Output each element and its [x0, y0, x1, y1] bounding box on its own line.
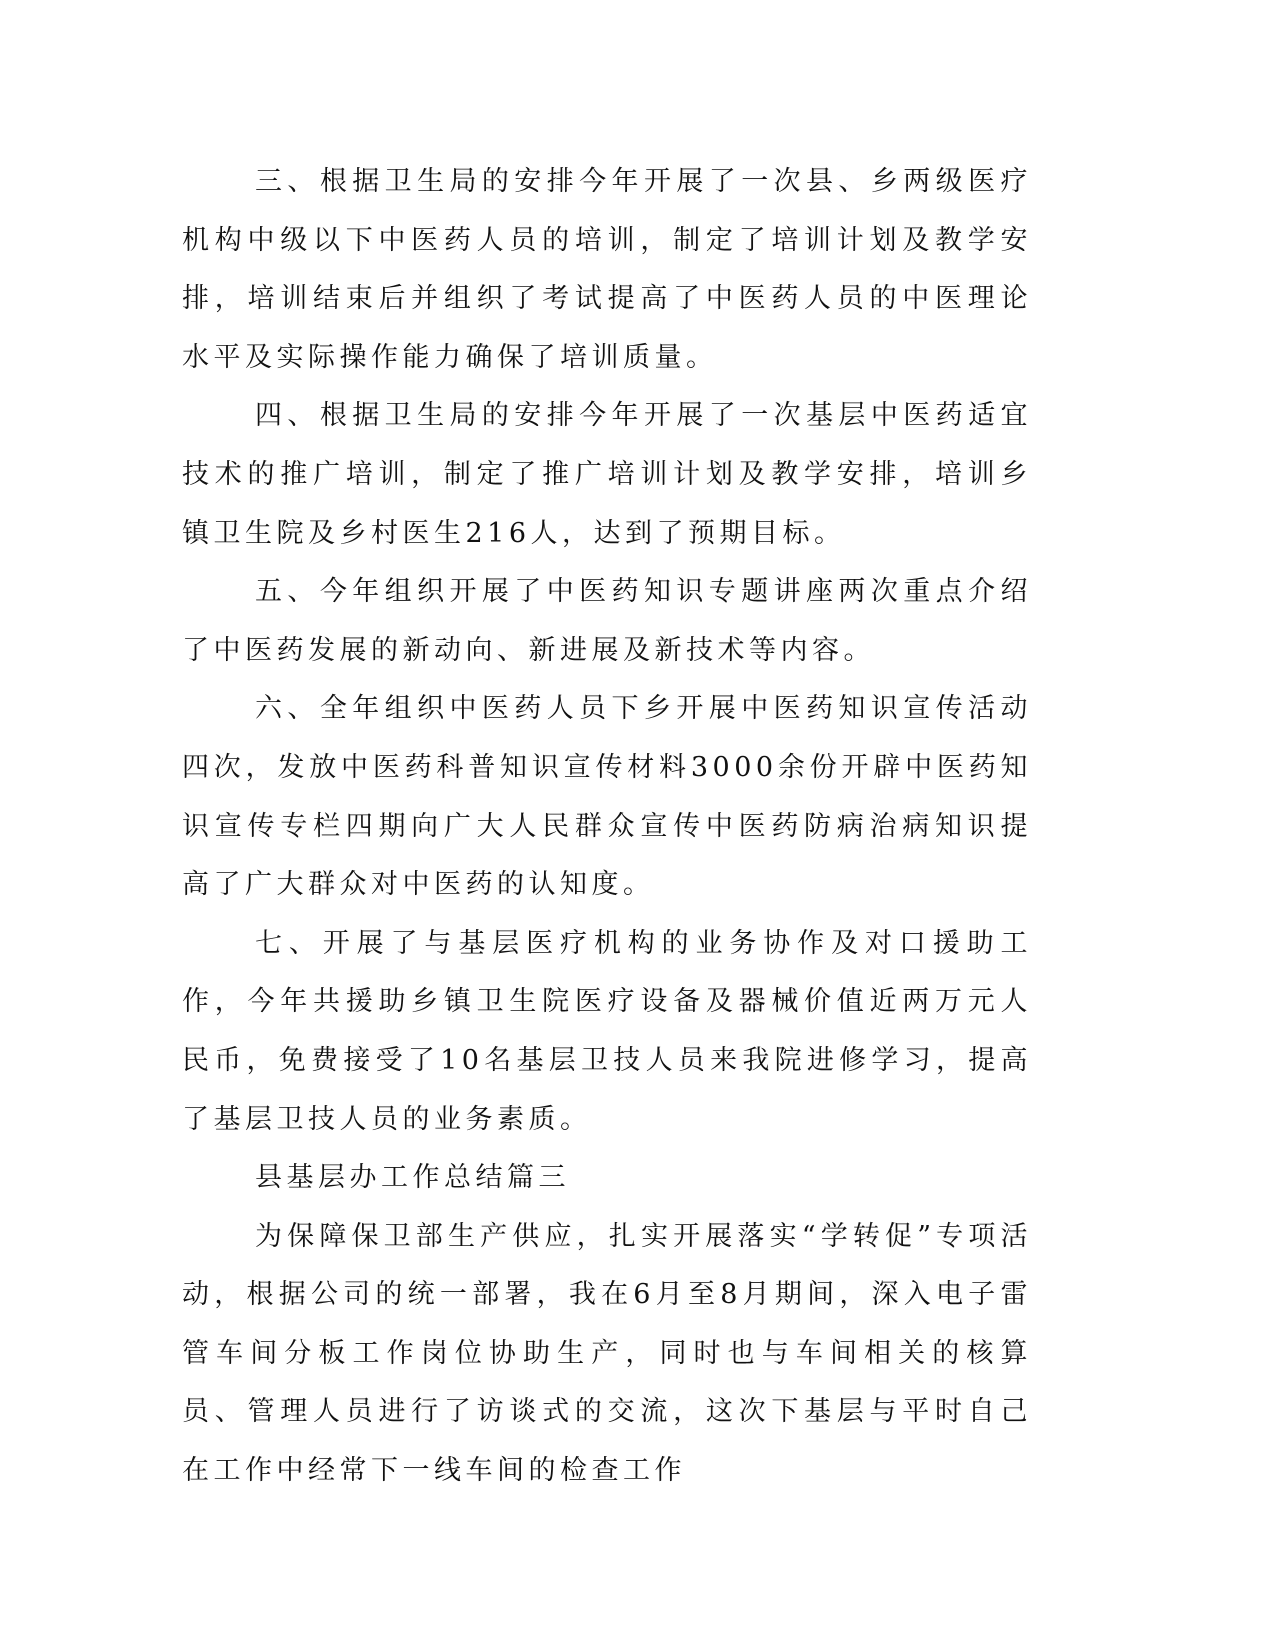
paragraph-7-cooperation: 七、开展了与基层医疗机构的业务协作及对口援助工作，今年共援助乡镇卫生院医疗设备及器械价值近两万元人民币，免费接受了10名基层卫技人员来我院进修学习，提高了基层卫技人员的业务素质。	[182, 927, 1032, 1135]
paragraph-6-publicity: 六、全年组织中医药人员下乡开展中医药知识宣传活动四次，发放中医药科普知识宣传材料3000余份开辟中医药知识宣传专栏四期向广大人民群众宣传中医药防病治病知识提高了广大群众对中医药的认知度。	[182, 693, 1032, 901]
paragraph-5-lectures: 五、今年组织开展了中医药知识专题讲座两次重点介绍了中医药发展的新动向、新进展及新技术等内容。	[182, 576, 1032, 666]
section-heading: 县基层办工作总结篇三	[255, 1162, 570, 1194]
section-paragraph-intro: 为保障保卫部生产供应，扎实开展落实“学转促”专项活动，根据公司的统一部署，我在6月至8月期间，深入电子雷管车间分板工作岗位协助生产，同时也与车间相关的核算员、管理人员进行了访谈式的交流，这次下基层与平时自己在工作中经常下一线车间的检查工作	[182, 1220, 1032, 1487]
paragraph-4-promotion-training: 四、根据卫生局的安排今年开展了一次基层中医药适宜技术的推广培训，制定了推广培训计划及教学安排，培训乡镇卫生院及乡村医生216人，达到了预期目标。	[182, 400, 1032, 549]
document-page	[182, 153, 1032, 1501]
paragraph-3-training: 三、根据卫生局的安排今年开展了一次县、乡两级医疗机构中级以下中医药人员的培训，制定了培训计划及教学安排，培训结束后并组织了考试提高了中医药人员的中医理论水平及实际操作能力确保了培训质量。	[182, 166, 1032, 373]
